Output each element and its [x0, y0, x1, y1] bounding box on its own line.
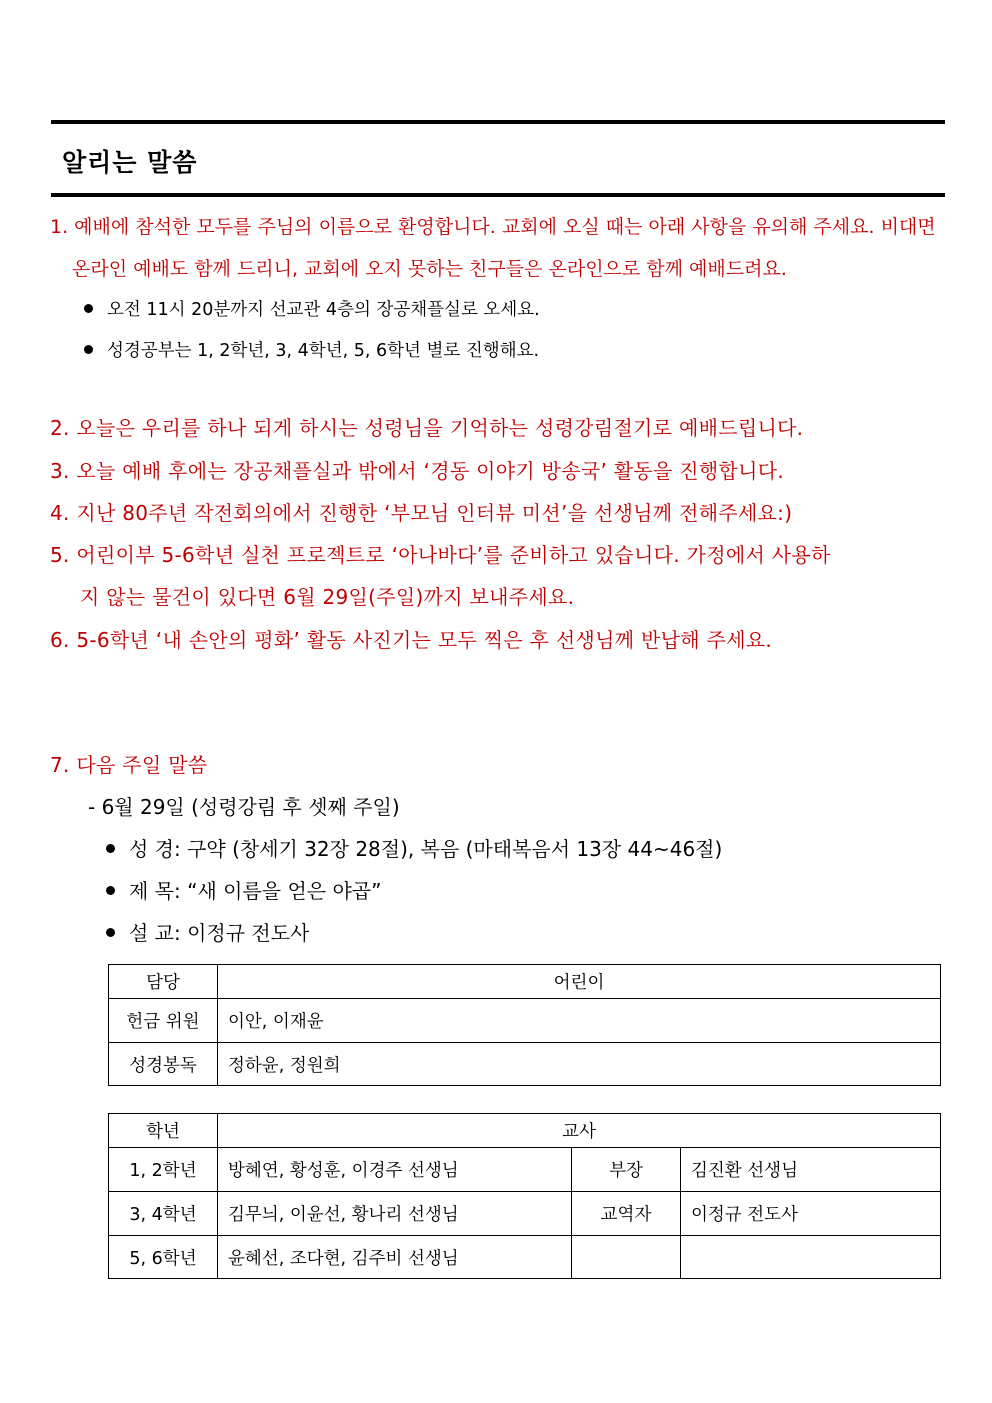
notice-6: 6. 5-6학년 ‘내 손안의 평화’ 활동 사진기는 모두 찍은 후 선생님께 반납해 주세요. [50, 628, 773, 652]
bullet-text: 오전 11시 20분까지 선교관 4층의 장공채플실로 오세요. [107, 300, 540, 320]
next-sunday-preacher [106, 917, 309, 946]
role-cell: 교역자 [572, 1192, 681, 1236]
notice-5-line-2: 지 않는 물건이 있다면 6월 29일(주일)까지 보내주세요. [80, 585, 575, 609]
bullet-text: 설 교: 이정규 전도사 [129, 921, 310, 945]
table-header-cell: 교사 [218, 1114, 941, 1148]
bullet-text: 제 목: “새 이름을 얻은 야곱” [129, 879, 382, 903]
notice-1-bullet-1 [84, 296, 540, 321]
bullet-icon [106, 844, 115, 853]
next-sunday-sermon-title [106, 875, 381, 904]
table-row [109, 1236, 941, 1279]
table-header-cell: 학년 [109, 1114, 218, 1148]
notice-1-bullet-2 [84, 337, 539, 362]
header-rule-top [51, 120, 945, 124]
table-row [109, 1148, 941, 1192]
notice-4: 4. 지난 80주년 작전회의에서 진행한 ‘부모님 인터뷰 미션’을 선생님께 전해주세요:) [50, 501, 793, 525]
next-sunday-date: - 6월 29일 (성령강림 후 셋째 주일) [88, 795, 400, 819]
roles-table [108, 964, 941, 1086]
notice-7-label: 7. 다음 주일 말씀 [50, 753, 208, 777]
bullet-text: 성 경: 구약 (창세기 32장 28절), 복음 (마태복음서 13장 44~46절) [129, 837, 723, 861]
role-cell: 부장 [572, 1148, 681, 1192]
role-name: 성경봉독 [109, 1043, 218, 1086]
notice-1-line-2: 온라인 예배도 함께 드리니, 교회에 오지 못하는 친구들은 온라인으로 함께 예배드려요. [72, 258, 787, 280]
bullet-icon [84, 304, 93, 313]
notice-2: 2. 오늘은 우리를 하나 되게 하시는 성령님을 기억하는 성령강림절기로 예배드립니다. [50, 416, 804, 440]
notice-1-line-1: 1. 예배에 참석한 모두를 주님의 이름으로 환영합니다. 교회에 오실 때는 아래 사항을 유의해 주세요. 비대면 [50, 216, 936, 238]
notice-3: 3. 오늘 예배 후에는 장공채플실과 밖에서 ‘경동 이야기 방송국’ 활동을 진행합니다. [50, 459, 785, 483]
teachers-cell: 방혜연, 황성훈, 이경주 선생님 [218, 1148, 572, 1192]
table-header-cell: 담당 [109, 965, 218, 999]
page-title: 알리는 말씀 [62, 148, 198, 177]
role-members: 정하윤, 정원희 [218, 1043, 941, 1086]
table-header-row [109, 965, 941, 999]
bullet-icon [106, 928, 115, 937]
role-cell [572, 1236, 681, 1279]
teachers-table [108, 1113, 941, 1279]
bullet-icon [84, 345, 93, 354]
notice-5-line-1: 5. 어린이부 5-6학년 실천 프로젝트로 ‘아나바다’를 준비하고 있습니다. 가정에서 사용하 [50, 543, 831, 567]
staff-cell [681, 1236, 941, 1279]
role-members: 이안, 이재윤 [218, 999, 941, 1043]
table-header-row [109, 1114, 941, 1148]
header-rule-bottom [51, 193, 945, 197]
bullet-text: 성경공부는 1, 2학년, 3, 4학년, 5, 6학년 별로 진행해요. [107, 341, 540, 361]
teachers-cell: 김무늬, 이윤선, 황나리 선생님 [218, 1192, 572, 1236]
teachers-cell: 윤혜선, 조다현, 김주비 선생님 [218, 1236, 572, 1279]
grade-cell: 5, 6학년 [109, 1236, 218, 1279]
table-header-cell: 어린이 [218, 965, 941, 999]
staff-cell: 김진환 선생님 [681, 1148, 941, 1192]
grade-cell: 1, 2학년 [109, 1148, 218, 1192]
next-sunday-scripture [106, 833, 722, 862]
bullet-icon [106, 886, 115, 895]
grade-cell: 3, 4학년 [109, 1192, 218, 1236]
table-row [109, 1043, 941, 1086]
table-row [109, 1192, 941, 1236]
role-name: 헌금 위원 [109, 999, 218, 1043]
table-row [109, 999, 941, 1043]
staff-cell: 이정규 전도사 [681, 1192, 941, 1236]
